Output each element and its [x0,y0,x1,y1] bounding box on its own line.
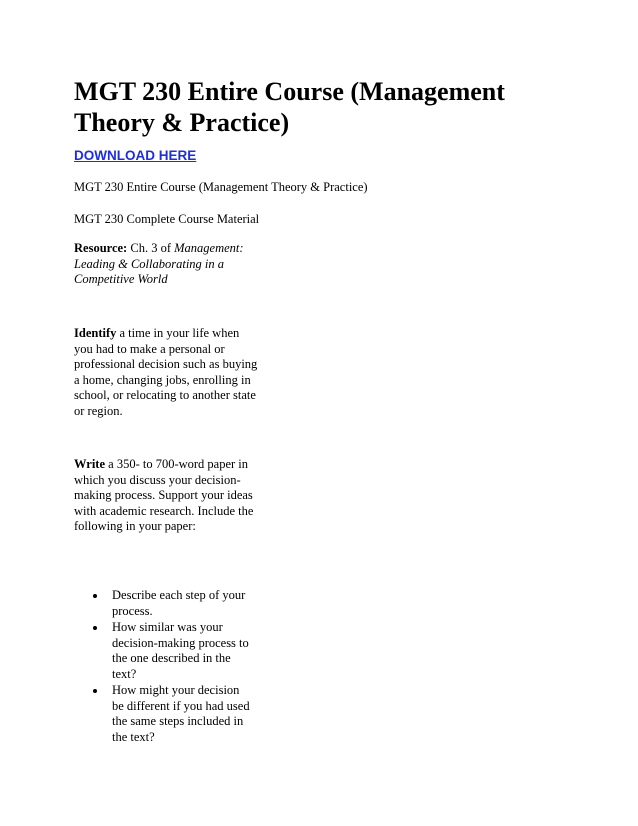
identify-label: Identify [74,326,117,340]
download-link[interactable]: DOWNLOAD HERE [74,148,197,163]
write-text: a 350- to 700-word paper in which you discuss your decision-making process. Support your ideas with academic research. Include the following in your paper: [74,457,254,533]
material-line: MGT 230 Complete Course Material [74,212,260,226]
resource-paragraph [74,241,259,288]
identify-paragraph [74,326,259,419]
bullet-icon [93,689,97,693]
list-item [74,620,252,682]
list-item-text: Describe each step of your process. [112,588,246,618]
list-item-text: How similar was your decision-making process to the one described in the text? [112,620,249,681]
bullet-icon [93,594,97,598]
write-label: Write [74,457,106,471]
resource-text: Ch. 3 of [127,241,175,255]
write-paragraph [74,457,259,535]
identify-text: a time in your life when you had to make a personal or professional decision such as buying a home, changing jobs, enrolling in school, or relocating to another state or region. [74,326,258,418]
list-item [74,588,252,619]
resource-book-title: Management: Leading & Collaborating in a Competitive World [74,241,244,286]
list-item-text: How might your decision be different if you had used the same steps included in the text? [112,683,250,744]
document-title: MGT 230 Entire Course (Management Theory & Practice) [74,77,505,137]
resource-label: Resource: [74,241,128,255]
course-line: MGT 230 Entire Course (Management Theory & Practice) [74,180,368,194]
requirements-list [74,588,274,746]
bullet-icon [93,626,97,630]
list-item [74,683,252,745]
